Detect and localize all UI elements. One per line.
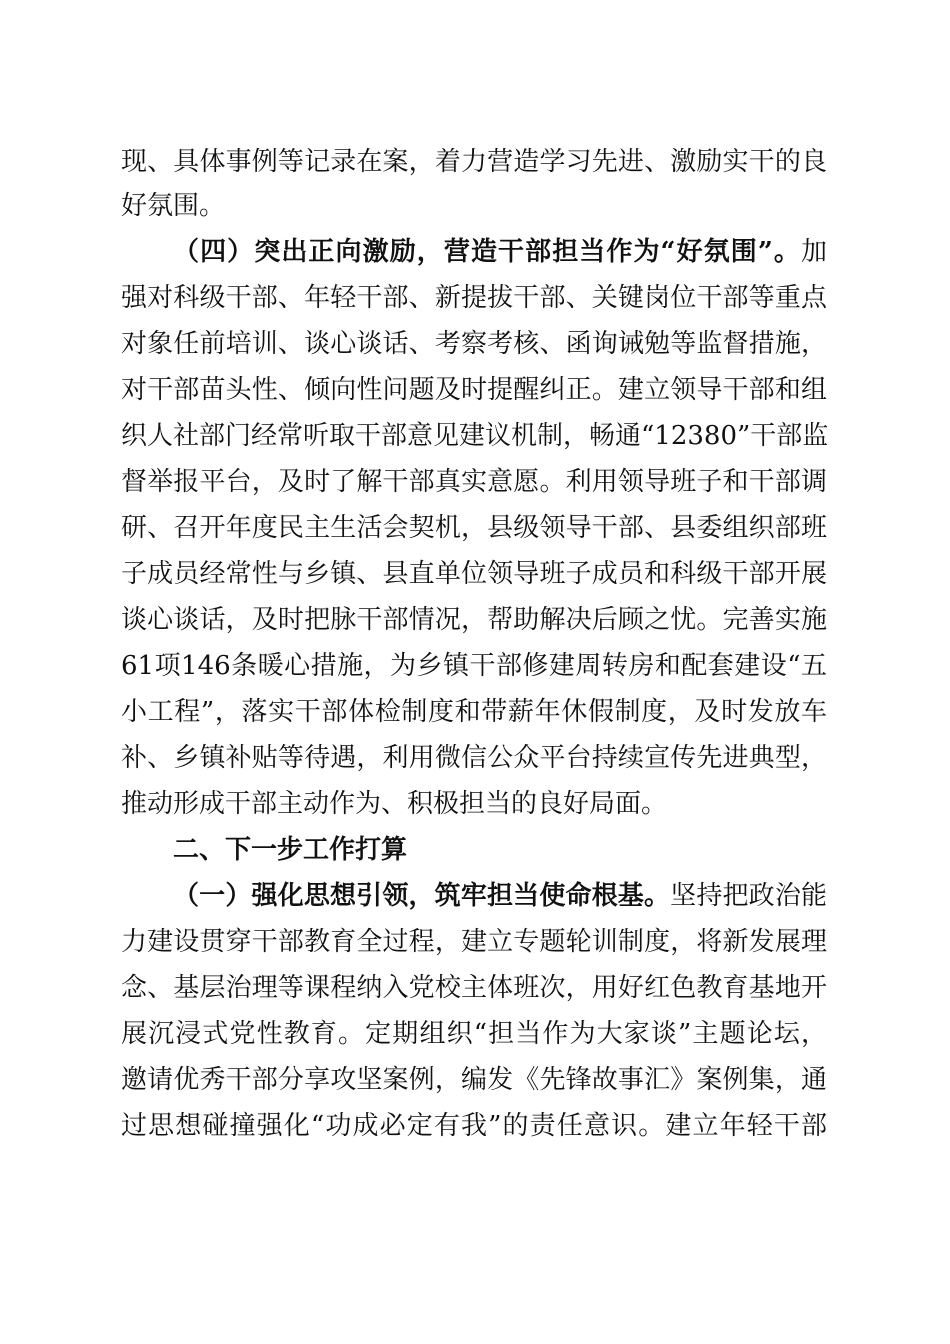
paragraph-line: 念、基层治理等课程纳入党校主体班次，用好红色教育基地开 [121, 973, 827, 1003]
paragraph-line: 补、乡镇补贴等待遇，利用微信公众平台持续宣传先进典型， [121, 743, 827, 773]
paragraph-line: 谈心谈话，及时把脉干部情况，帮助解决后顾之忧。完善实施 [121, 605, 827, 635]
paragraph-line: 邀请优秀干部分享攻坚案例，编发《先锋故事汇》案例集，通 [121, 1065, 827, 1095]
paragraph-line: 展沉浸式党性教育。定期组织“担当作为大家谈”主题论坛， [121, 1019, 827, 1049]
section-heading: 二、下一步工作打算 [173, 835, 408, 865]
paragraph-line: 小工程”，落实干部体检制度和带薪年休假制度，及时发放车 [121, 697, 827, 727]
paragraph-line: 织人社部门经常听取干部意见建议机制，畅通“12380”干部监 [121, 421, 829, 451]
paragraph-line: 好氛围。 [121, 191, 226, 221]
paragraph-line: 对干部苗头性、倾向性问题及时提醒纠正。建立领导干部和组 [121, 375, 827, 405]
paragraph-line: 研、召开年度民主生活会契机，县级领导干部、县委组织部班 [121, 513, 827, 543]
paragraph-lead: （四）突出正向激励，营造干部担当作为“好氛围”。 [173, 237, 801, 267]
paragraph-first-line [173, 874, 827, 918]
paragraph-line: 61项146条暖心措施，为乡镇干部修建周转房和配套建设“五 [121, 651, 827, 681]
paragraph-line: 过思想碰撞强化“功成必定有我”的责任意识。建立年轻干部 [121, 1111, 827, 1141]
paragraph-line: 强对科级干部、年轻干部、新提拔干部、关键岗位干部等重点 [121, 283, 827, 313]
paragraph-text: 加 [800, 237, 827, 267]
paragraph-first-line [173, 230, 827, 274]
paragraph-line: 推动形成干部主动作为、积极担当的良好局面。 [121, 789, 668, 819]
paragraph-line: 督举报平台，及时了解干部真实意愿。利用领导班子和干部调 [121, 467, 827, 497]
paragraph-text: 坚持把政治能 [670, 881, 827, 911]
paragraph-line: 现、具体事例等记录在案，着力营造学习先进、激励实干的良 [121, 147, 827, 177]
paragraph-line: 对象任前培训、谈心谈话、考察考核、函询诫勉等监督措施， [121, 329, 827, 359]
paragraph-line: 子成员经常性与乡镇、县直单位领导班子成员和科级干部开展 [121, 559, 827, 589]
paragraph-line: 力建设贯穿干部教育全过程，建立专题轮训制度，将新发展理 [121, 927, 827, 957]
paragraph-lead: （一）强化思想引领，筑牢担当使命根基。 [173, 881, 671, 911]
